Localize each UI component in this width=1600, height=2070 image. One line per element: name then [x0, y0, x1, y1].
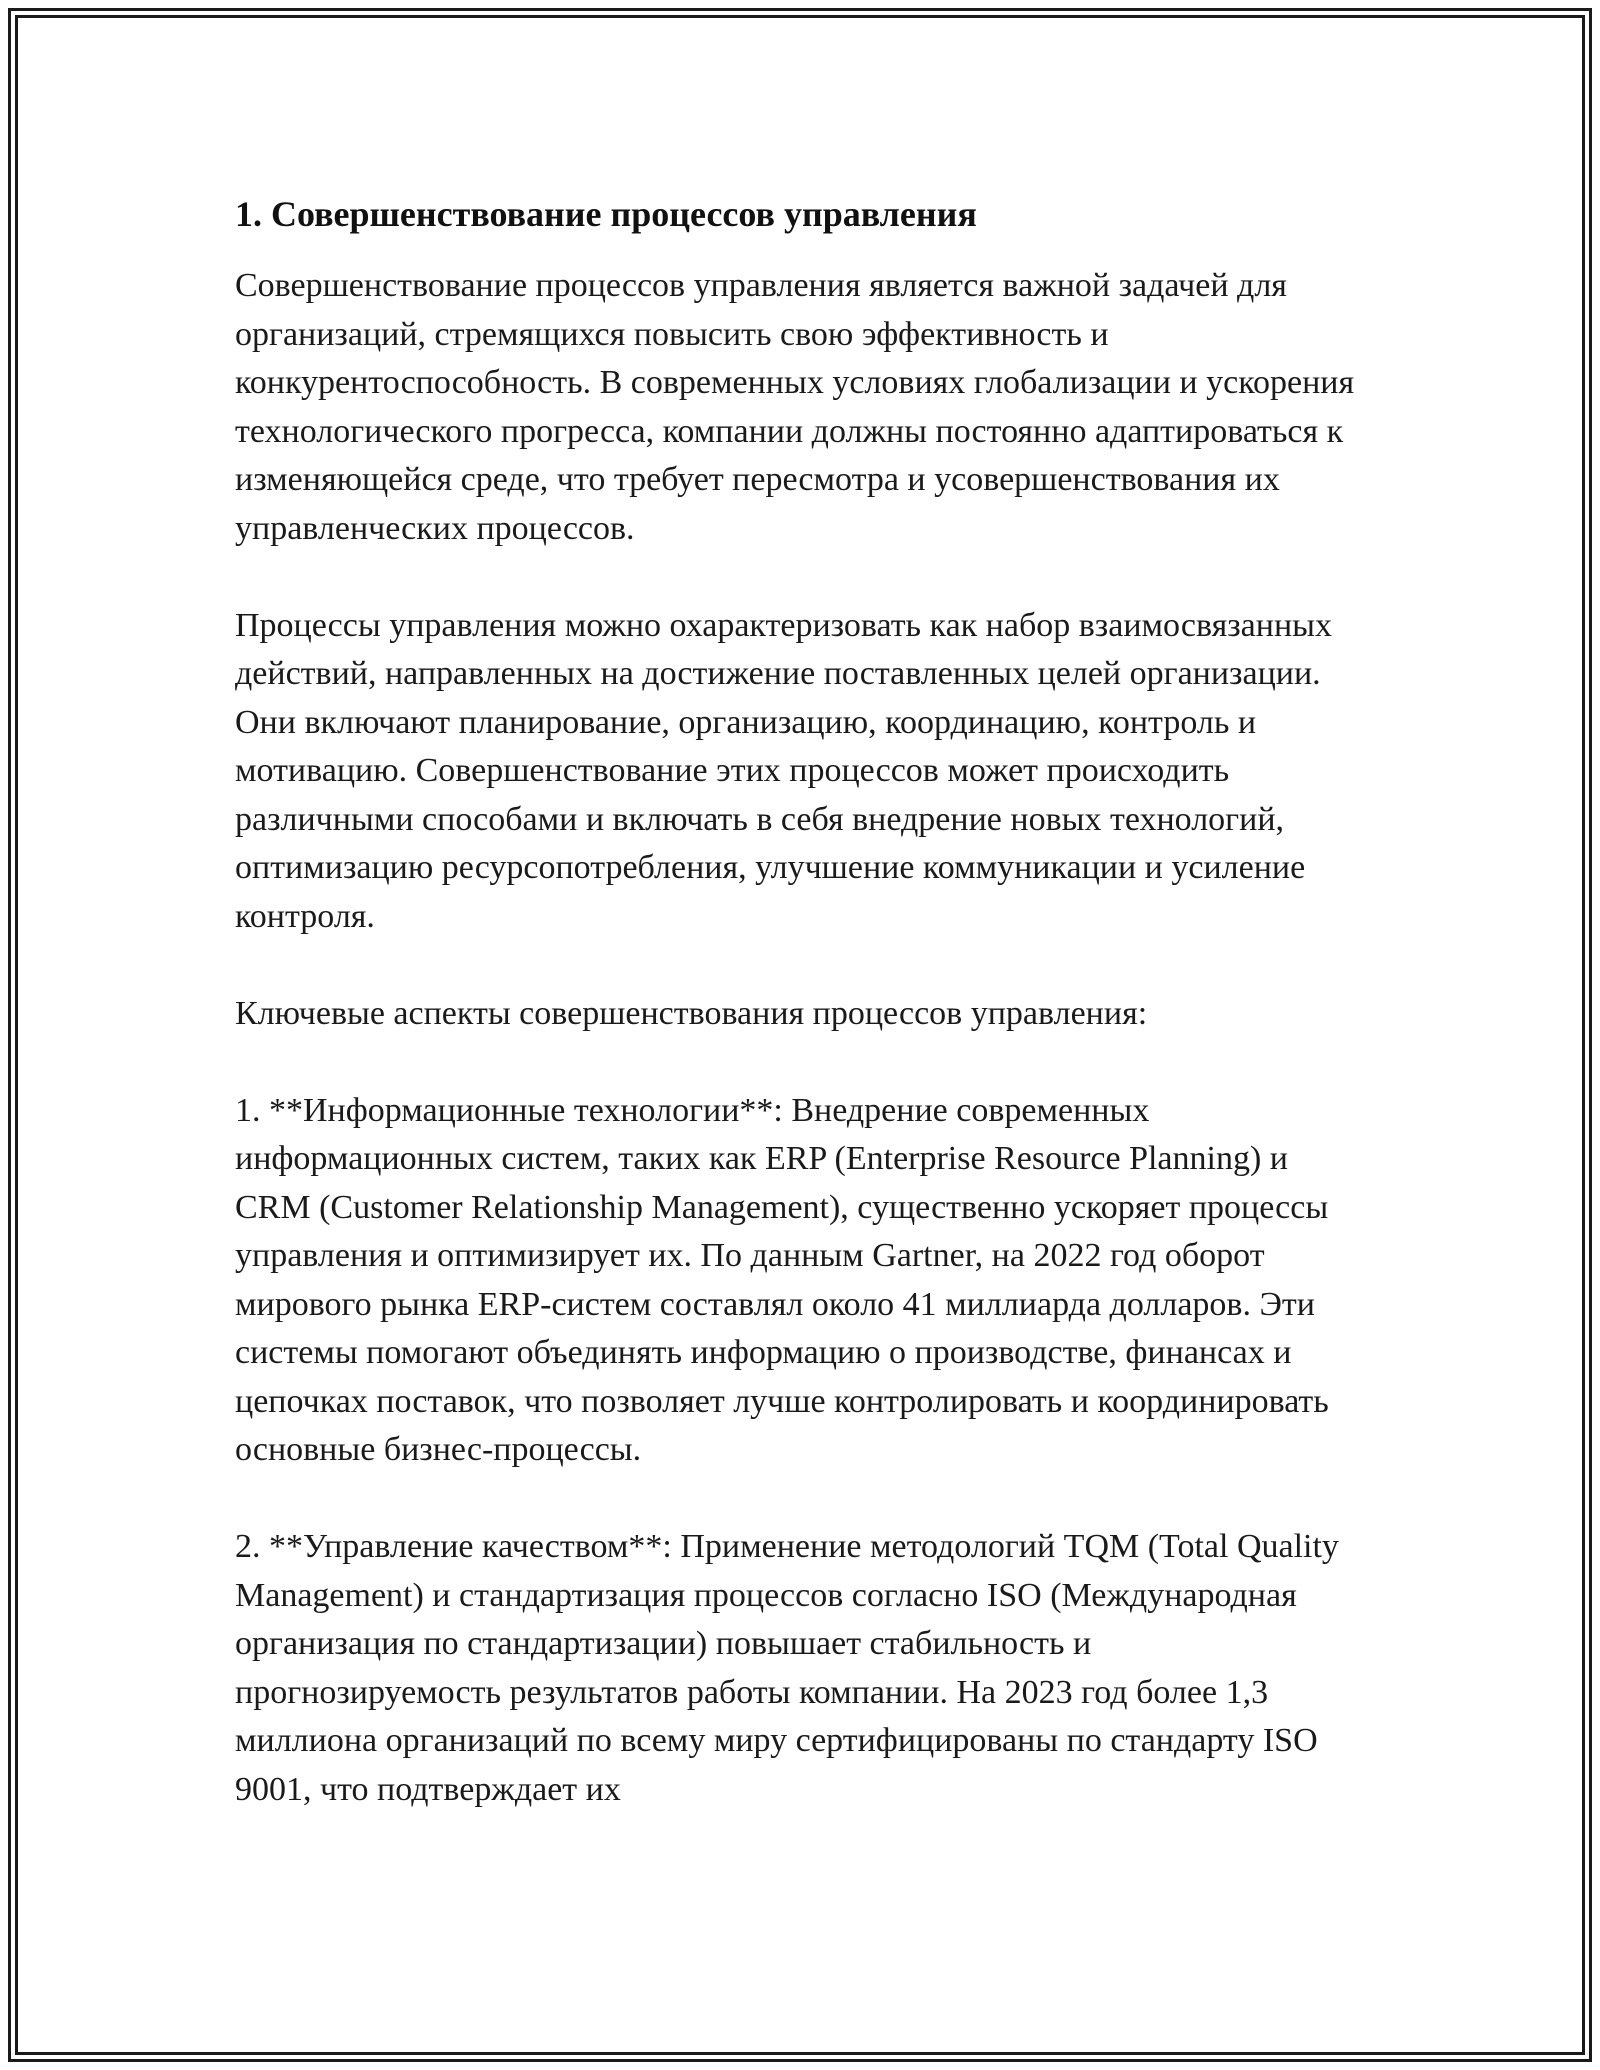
processes-paragraph: Процессы управления можно охарактеризовать как набор взаимосвязанных действий, направленных на достижение поставленных целей организации. Они включают планирование, организацию, координацию, контроль и мотивацию. Совершенствование этих процессов может происходить различными способами и включать в себя внедрение новых технологий, оптимизацию ресурсопотребления, улучшение коммуникации и усиление контроля. — [235, 606, 1332, 935]
document-body — [235, 190, 1365, 1814]
it-aspect-paragraph: 1. **Информационные технологии**: Внедрение современных информационных систем, таких как ERP (Enterprise Resource Planning) и CRM (Customer Relationship Management), существенно ускоряет процессы управления и оптимизирует их. По данным Gartner, на 2022 год оборот мирового рынка ERP-систем составлял около 41 миллиарда долларов. Эти системы помогают объединять информацию о производстве, финансах и цепочках поставок, что позволяет лучше контролировать и координировать основные бизнес-процессы. — [235, 1091, 1329, 1468]
section-heading: 1. Совершенствование процессов управления — [235, 194, 977, 234]
quality-aspect-paragraph: 2. **Управление качеством**: Применение методологий TQM (Total Quality Management) и стандартизация процессов согласно ISO (Международная организация по стандартизации) повышает стабильность и прогнозируемость результатов работы компании. На 2023 год более 1,3 миллиона организаций по всему миру сертифицированы по стандарту ISO 9001, что подтверждает их — [235, 1528, 1339, 1808]
intro-paragraph: Совершенствование процессов управления является важной задачей для организаций, стремящихся повысить свою эффективность и конкурентоспособность. В современных условиях глобализации и ускорения технологического прогресса, компании должны постоянно адаптироваться к изменяющейся среде, что требует пересмотра и усовершенствования их управленческих процессов. — [235, 267, 1355, 547]
key-aspects-paragraph: Ключевые аспекты совершенствования процессов управления: — [235, 994, 1148, 1032]
